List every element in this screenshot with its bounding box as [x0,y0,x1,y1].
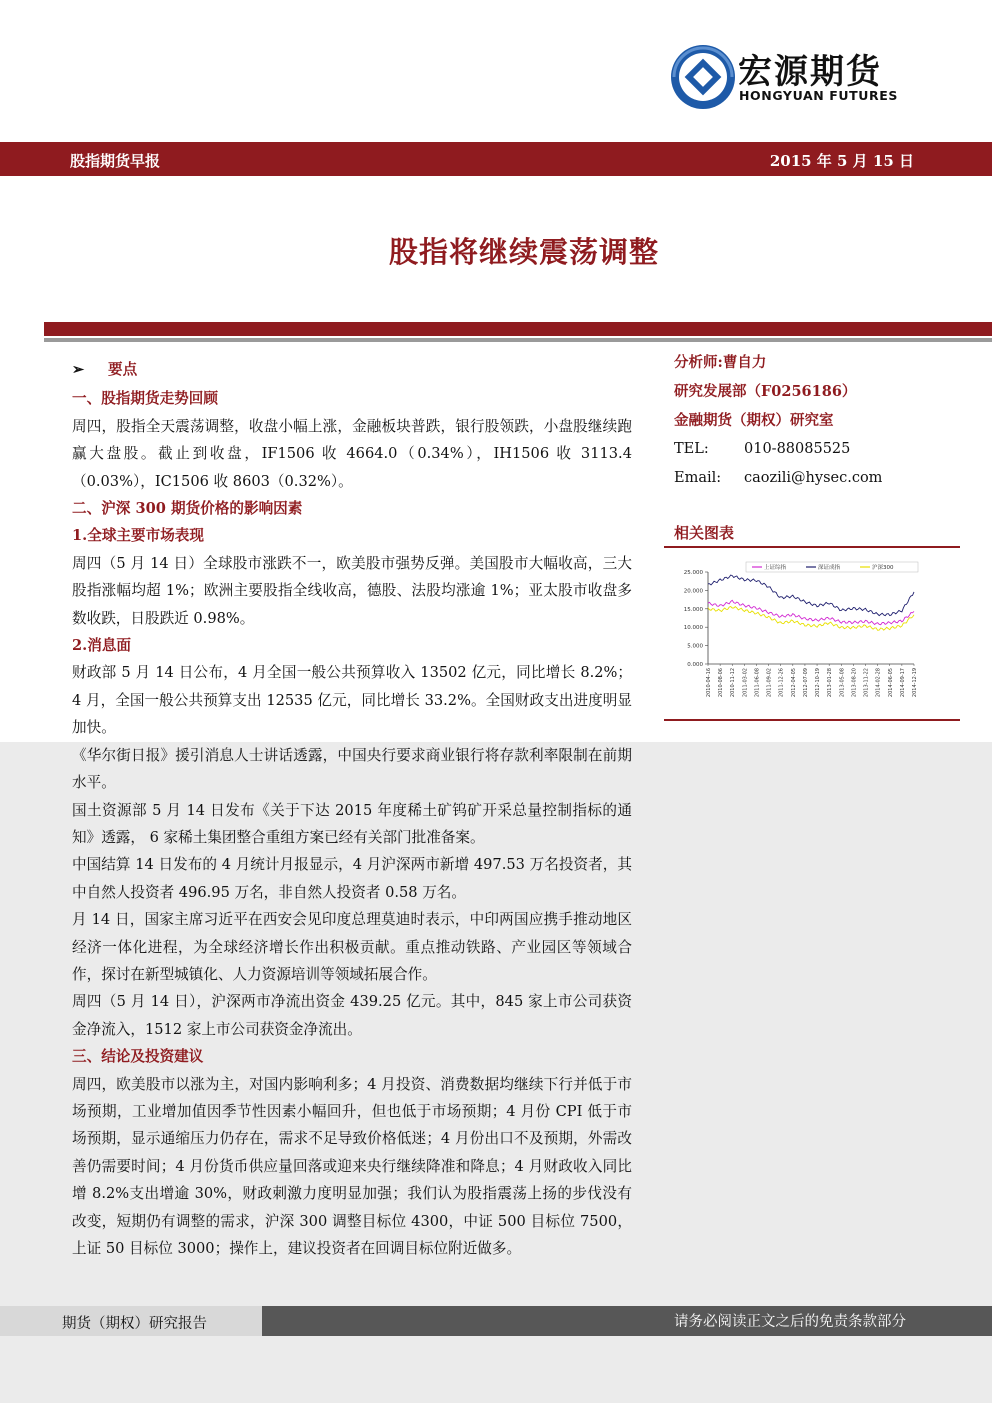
brand-name-cn: 宏源期货 [738,52,882,92]
x-tick-label: 2011-03-02 [742,668,749,698]
index-line-chart [664,552,960,718]
y-tick-label: 25.000 [683,570,703,576]
y-tick-label: 0.000 [687,662,703,668]
news-item: 财政部 5 月 14 日公布，4 月全国一般公共预算收入 13502 亿元，同比增长 8.2%；4 月，全国一般公共预算支出 12535 亿元，同比增长 33.2%。全国财政支出进度明显加快。 [72,664,632,737]
y-tick-label: 10.000 [683,625,703,632]
x-tick-label: 2010-08-06 [718,668,725,698]
email-value[interactable]: caozili@hysec.com [744,470,883,486]
x-tick-label: 2012-04-05 [790,668,797,698]
section-3-heading: 三、结论及投资建议 [72,1048,204,1066]
email-row: Email: caozili@hysec.com [674,464,934,493]
news-item: 周四（5 月 14 日），沪深两市净流出资金 439.25 亿元。其中，845 家上市公司获资金净流入，1512 家上市公司获资金净流出。 [72,993,632,1038]
section-1-text: 周四，股指全天震荡调整，收盘小幅上涨，金融板块普跌，银行股领跌，小盘股继续跑赢大盘股。截止到收盘，IF1506 收 4664.0（0.34%），IH1506 收 3113.4（0.03%），IC1506 收 8603（0.32%）。 [72,417,632,490]
x-tick-label: 2013-11-22 [863,668,870,698]
related-charts-heading: 相关图表 [674,524,735,542]
footer-left-text: 期货（期权）研究报告 [62,1316,207,1332]
x-tick-label: 2013-01-28 [827,668,834,698]
key-points-heading: ➢ 要点 [72,356,632,383]
legend-label-1: 深证成指 [818,565,841,571]
x-tick-label: 2014-09-17 [899,668,906,698]
x-tick-label: 2013-08-20 [851,668,858,698]
news-item: 中国结算 14 日发布的 4 月统计月报显示，4 月沪深两市新增 497.53 万名投资者，其中自然人投资者 496.95 万名，非自然人投资者 0.58 万名。 [72,856,632,901]
news-item: 《华尔街日报》援引消息人士讲话透露，中国央行要求商业银行将存款利率限制在前期水平。 [72,746,632,792]
index-chart [664,552,960,718]
report-date: 2015 年 5 月 15 日 [769,152,914,170]
y-tick-label: 20.000 [683,588,703,595]
office: 金融期货（期权）研究室 [674,412,834,429]
x-tick-label: 2012-07-09 [802,668,809,698]
report-type: 股指期货早报 [70,152,161,170]
brand-name-en: HONGYUAN FUTURES [739,88,898,103]
arrow-bullet-icon: ➢ [72,361,85,378]
section-2-heading: 二、沪深 300 期货价格的影响因素 [72,500,303,518]
section-3-text: 周四，欧美股市以涨为主，对国内影响利多；4 月投资、消费数据均继续下行并低于市场预期，工业增加值因季节性因素小幅回升，但也低于市场预期；4 月份 CPI 低于市场预期，显示通缩压力仍存在，需求不足导致价格低迷；4 月份出口不及预期，外需改善仍需要时间；4 月份货币供应量回落或迎来央行继续降准和降息；4 月财政收入同比增 8.2%支出增逾 30%，财政刺激力度明显加强；我们认为股指震荡上扬的步伐没有改变，短期仍有调整的需求，沪深 300 调整目标位 4300，中证 500 目标位 7500，上证 50 目标位 3000；操作上，建议投资者在回调目标位附近做多。 [72,1075,632,1257]
x-tick-label: 2011-12-26 [778,668,785,698]
title-separator-shadow [44,338,992,342]
legend-label-2: 沪深300 [872,565,894,571]
main-content [72,356,632,1262]
x-tick-label: 2014-06-05 [887,668,894,698]
x-tick-label: 2010-11-12 [730,668,737,698]
chart-bottom-rule [664,719,960,721]
x-tick-label: 2011-06-08 [754,668,761,698]
page-title: 股指将继续震荡调整 [388,235,659,269]
title-separator [44,322,992,336]
footer-disclaimer-text: 请务必阅读正文之后的免责条款部分 [674,1314,906,1330]
y-tick-label: 15.000 [683,606,703,613]
x-tick-label: 2014-02-28 [875,668,882,698]
related-charts-rule [664,546,960,548]
section-2-2-heading: 2.消息面 [72,637,132,655]
x-tick-label: 2014-12-19 [912,668,918,698]
section-1-heading: 一、股指期货走势回顾 [72,390,218,408]
legend-label-0: 上证综指 [764,565,787,571]
x-tick-label: 2010-04-16 [706,668,712,698]
x-tick-label: 2011-09-02 [766,668,773,698]
news-item: 月 14 日，国家主席习近平在西安会见印度总理莫迪时表示，中印两国应携手推动地区经济一体化进程，为全球经济增长作出积极贡献。重点推动铁路、产业园区等领域合作，探讨在新型城镇化、人力资源培训等领域拓展合作。 [72,911,632,983]
tel-value: 010-88085525 [744,441,851,457]
x-tick-label: 2012-10-19 [815,668,822,698]
x-tick-label: 2013-05-08 [839,668,846,698]
department: 研究发展部（F0256186） [674,383,857,400]
analyst-info [674,348,934,493]
header-bar [0,142,992,176]
section-2-1-heading: 1.全球主要市场表现 [72,527,204,545]
news-item: 国土资源部 5 月 14 日发布《关于下达 2015 年度稀土矿钨矿开采总量控制指标的通知》透露， 6 家稀土集团整合重组方案已经有关部门批准备案。 [72,801,632,846]
analyst-name: 分析师:曹自力 [674,354,767,371]
y-tick-label: 5.000 [687,643,703,650]
section-2-1-text: 周四（5 月 14 日）全球股市涨跌不一，欧美股市强势反弹。美国股市大幅收高，三大股指涨幅均超 1%；欧洲主要股指全线收高，德股、法股均涨逾 1%；亚太股市收盘多数收跌，日股跌近 0.98%。 [72,554,632,627]
tel-row: TEL: 010-88085525 [674,435,934,464]
